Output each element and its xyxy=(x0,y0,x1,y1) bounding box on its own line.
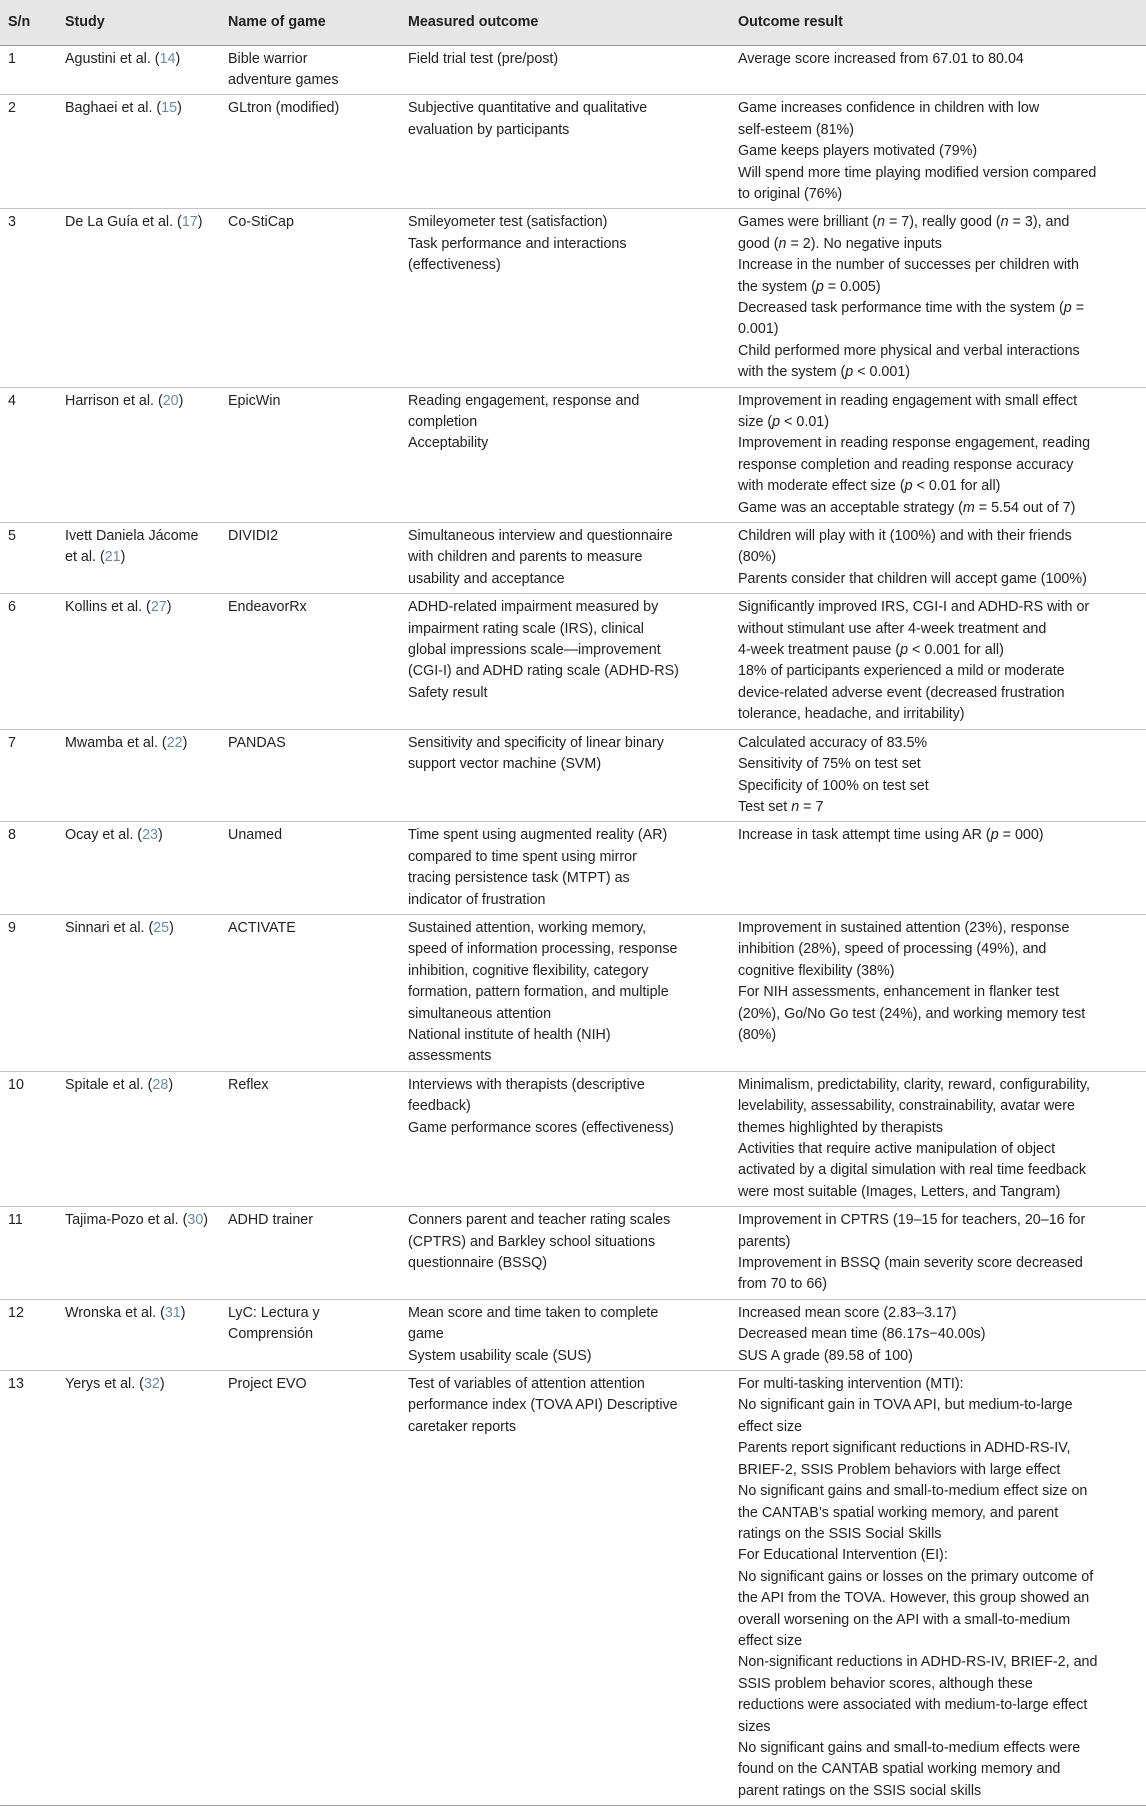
game-line: PANDAS xyxy=(228,734,286,751)
cell-game xyxy=(220,523,400,594)
result-line: device-related adverse event (decreased frustration xyxy=(738,684,1065,701)
cell-measured-outcome xyxy=(400,1071,730,1206)
result-line: Games were brilliant (n = 7), really good (n = 3), and xyxy=(738,214,1070,231)
result-line: Significantly improved IRS, CGI-I and ADHD-RS with or xyxy=(738,599,1090,616)
result-line: the API from the TOVA. However, this group showed an xyxy=(738,1590,1090,1607)
game-line: EndeavorRx xyxy=(228,599,307,616)
result-line: No significant gains and small-to-medium effects were xyxy=(738,1739,1081,1756)
header-study: Study xyxy=(57,0,220,45)
cell-game xyxy=(220,822,400,915)
game-line: Comprensión xyxy=(228,1326,314,1343)
result-line: effect size xyxy=(738,1418,803,1435)
cell-game xyxy=(220,95,400,209)
measured-line: Time spent using augmented reality (AR) xyxy=(408,827,668,844)
cell-measured-outcome xyxy=(400,1371,730,1806)
measured-line: Interviews with therapists (descriptive xyxy=(408,1076,645,1093)
result-line: Increased mean score (2.83–3.17) xyxy=(738,1304,957,1321)
cell-measured-outcome xyxy=(400,95,730,209)
result-line: Average score increased from 67.01 to 80.04 xyxy=(738,50,1024,67)
cell-sn: 8 xyxy=(0,822,57,915)
result-line: Game keeps players motivated (79%) xyxy=(738,143,978,160)
cell-game xyxy=(220,1071,400,1206)
measured-line: System usability scale (SUS) xyxy=(408,1347,592,1364)
header-measured-outcome: Measured outcome xyxy=(400,0,730,45)
measured-line: Simultaneous interview and questionnaire xyxy=(408,528,673,545)
result-line: tolerance, headache, and irritability) xyxy=(738,706,965,723)
table-row xyxy=(0,914,1146,1071)
cell-outcome-result xyxy=(730,1299,1146,1370)
result-line: BRIEF-2, SSIS Problem behaviors with large effect xyxy=(738,1461,1061,1478)
table-row xyxy=(0,45,1146,95)
cell-measured-outcome xyxy=(400,729,730,822)
cell-sn: 12 xyxy=(0,1299,57,1370)
game-line: Project EVO xyxy=(228,1376,307,1393)
result-line: the system (p = 0.005) xyxy=(738,278,881,295)
cell-outcome-result xyxy=(730,1371,1146,1806)
cell-sn: 6 xyxy=(0,594,57,729)
cell-game xyxy=(220,729,400,822)
header-outcome-result: Outcome result xyxy=(730,0,1146,45)
result-line: 4-week treatment pause (p < 0.001 for all) xyxy=(738,642,1004,659)
result-line: ratings on the SSIS Social Skills xyxy=(738,1525,942,1542)
measured-line: caretaker reports xyxy=(408,1418,517,1435)
measured-line: assessments xyxy=(408,1048,492,1065)
measured-line: game xyxy=(408,1326,444,1343)
cell-sn: 7 xyxy=(0,729,57,822)
result-line: Parents report significant reductions in ADHD-RS-IV, xyxy=(738,1440,1071,1457)
game-line: EpicWin xyxy=(228,392,281,409)
result-line: effect size xyxy=(738,1632,803,1649)
measured-line: tracing persistence task (MTPT) as xyxy=(408,870,630,887)
cell-measured-outcome xyxy=(400,1299,730,1370)
result-line: themes highlighted by therapists xyxy=(738,1119,944,1136)
measured-line: Task performance and interactions xyxy=(408,235,627,252)
cell-measured-outcome xyxy=(400,1207,730,1300)
measured-line: simultaneous attention xyxy=(408,1005,552,1022)
result-line: No significant gains or losses on the primary outcome of xyxy=(738,1568,1094,1585)
result-line: Game increases confidence in children with low xyxy=(738,100,1040,117)
result-line: Increase in the number of successes per children with xyxy=(738,257,1079,274)
measured-line: (effectiveness) xyxy=(408,257,501,274)
cell-sn: 10 xyxy=(0,1071,57,1206)
game-line: ACTIVATE xyxy=(228,919,296,936)
measured-line: impairment rating scale (IRS), clinical xyxy=(408,620,644,637)
cell-game xyxy=(220,1299,400,1370)
cell-measured-outcome xyxy=(400,914,730,1071)
cell-study: Harrison et al. (20) xyxy=(57,387,220,522)
result-line: Decreased task performance time with the system (p = xyxy=(738,299,1085,316)
result-line: cognitive flexibility (38%) xyxy=(738,962,895,979)
result-line: Children will play with it (100%) and with their friends xyxy=(738,528,1072,545)
measured-line: Game performance scores (effectiveness) xyxy=(408,1119,674,1136)
cell-game xyxy=(220,1207,400,1300)
cell-study: Tajima-Pozo et al. (30) xyxy=(57,1207,220,1300)
game-line: Bible warrior xyxy=(228,50,308,67)
cell-study: Yerys et al. (32) xyxy=(57,1371,220,1806)
result-line: Improvement in reading engagement with small effect xyxy=(738,392,1078,409)
result-line: Improvement in sustained attention (23%), response xyxy=(738,919,1070,936)
table-row xyxy=(0,1207,1146,1300)
measured-line: feedback) xyxy=(408,1098,471,1115)
result-line: For NIH assessments, enhancement in flanker test xyxy=(738,984,1060,1001)
measured-line: formation, pattern formation, and multiple xyxy=(408,984,669,1001)
measured-line: (CGI-I) and ADHD rating scale (ADHD-RS) xyxy=(408,663,679,680)
table-row xyxy=(0,1371,1146,1806)
measured-line: speed of information processing, response xyxy=(408,941,678,958)
result-line: For Educational Intervention (EI): xyxy=(738,1547,948,1564)
cell-study: Ocay et al. (23) xyxy=(57,822,220,915)
result-line: parent ratings on the SSIS social skills xyxy=(738,1782,982,1799)
measured-line: Mean score and time taken to complete xyxy=(408,1304,659,1321)
cell-game xyxy=(220,387,400,522)
measured-line: Smileyometer test (satisfaction) xyxy=(408,214,608,231)
table-header xyxy=(0,0,1146,45)
measured-line: evaluation by participants xyxy=(408,121,570,138)
table-row xyxy=(0,729,1146,822)
cell-game xyxy=(220,594,400,729)
cell-measured-outcome xyxy=(400,45,730,95)
result-line: to original (76%) xyxy=(738,185,843,202)
measured-line: usability and acceptance xyxy=(408,570,565,587)
measured-line: Conners parent and teacher rating scales xyxy=(408,1212,671,1229)
result-line: parents) xyxy=(738,1233,791,1250)
game-line: ADHD trainer xyxy=(228,1212,314,1229)
cell-study: Agustini et al. (14) xyxy=(57,45,220,95)
cell-sn: 1 xyxy=(0,45,57,95)
cell-sn: 11 xyxy=(0,1207,57,1300)
result-line: size (p < 0.01) xyxy=(738,414,830,430)
header-game: Name of game xyxy=(220,0,400,45)
result-line: Child performed more physical and verbal interactions xyxy=(738,342,1080,359)
result-line: sizes xyxy=(738,1718,771,1735)
cell-study: Mwamba et al. (22) xyxy=(57,729,220,822)
table-row xyxy=(0,387,1146,522)
cell-outcome-result xyxy=(730,1207,1146,1300)
cell-outcome-result xyxy=(730,523,1146,594)
cell-measured-outcome xyxy=(400,523,730,594)
game-line: GLtron (modified) xyxy=(228,100,340,117)
measured-line: Sustained attention, working memory, xyxy=(408,919,647,936)
measured-line: Test of variables of attention attention xyxy=(408,1376,645,1393)
result-line: Minimalism, predictability, clarity, reward, configurability, xyxy=(738,1076,1090,1093)
table-row xyxy=(0,209,1146,387)
measured-line: questionnaire (BSSQ) xyxy=(408,1255,548,1272)
result-line: reductions were associated with medium-to-large effect xyxy=(738,1697,1088,1714)
result-line: (80%) xyxy=(738,1026,777,1043)
result-line: Game was an acceptable strategy (m = 5.54 out of 7) xyxy=(738,499,1076,516)
cell-measured-outcome xyxy=(400,209,730,387)
cell-outcome-result xyxy=(730,822,1146,915)
measured-line: Reading engagement, response and xyxy=(408,392,640,409)
cell-outcome-result xyxy=(730,95,1146,209)
measured-line: completion xyxy=(408,414,478,430)
result-line: Specificity of 100% on test set xyxy=(738,777,929,794)
cell-measured-outcome xyxy=(400,594,730,729)
result-line: SUS A grade (89.58 of 100) xyxy=(738,1347,913,1364)
cell-study: De La Guía et al. (17) xyxy=(57,209,220,387)
cell-sn: 2 xyxy=(0,95,57,209)
result-line: with moderate effect size (p < 0.01 for all) xyxy=(738,478,1001,495)
measured-line: support vector machine (SVM) xyxy=(408,756,602,773)
measured-line: compared to time spent using mirror xyxy=(408,848,637,865)
cell-study: Kollins et al. (27) xyxy=(57,594,220,729)
cell-sn: 9 xyxy=(0,914,57,1071)
table-row xyxy=(0,1299,1146,1370)
result-line: with the system (p < 0.001) xyxy=(738,364,911,381)
measured-line: Safety result xyxy=(408,684,488,701)
cell-game xyxy=(220,209,400,387)
result-line: Improvement in BSSQ (main severity score decreased xyxy=(738,1255,1083,1272)
cell-outcome-result xyxy=(730,387,1146,522)
game-line: Co-StiCap xyxy=(228,214,294,231)
result-line: Calculated accuracy of 83.5% xyxy=(738,734,928,751)
result-line: levelability, assessability, constrainability, avatar were xyxy=(738,1098,1075,1115)
cell-sn: 3 xyxy=(0,209,57,387)
game-line: adventure games xyxy=(228,71,339,88)
result-line: 0.001) xyxy=(738,321,779,338)
result-line: found on the CANTAB spatial working memory and xyxy=(738,1761,1061,1778)
cell-measured-outcome xyxy=(400,387,730,522)
result-line: For multi-tasking intervention (MTI): xyxy=(738,1376,964,1393)
result-line: self-esteem (81%) xyxy=(738,121,855,138)
cell-game xyxy=(220,914,400,1071)
result-line: No significant gains and small-to-medium effect size on xyxy=(738,1483,1088,1500)
cell-study: Spitale et al. (28) xyxy=(57,1071,220,1206)
measured-line: Acceptability xyxy=(408,435,489,452)
cell-outcome-result xyxy=(730,1071,1146,1206)
cell-study: Wronska et al. (31) xyxy=(57,1299,220,1370)
measured-line: performance index (TOVA API) Descriptive xyxy=(408,1397,678,1414)
result-line: Non-significant reductions in ADHD-RS-IV, BRIEF-2, and xyxy=(738,1654,1098,1671)
cell-outcome-result xyxy=(730,914,1146,1071)
result-line: Sensitivity of 75% on test set xyxy=(738,756,921,773)
result-line: Improvement in reading response engagement, reading xyxy=(738,435,1091,452)
cell-game xyxy=(220,1371,400,1806)
cell-sn: 4 xyxy=(0,387,57,522)
result-line: No significant gain in TOVA API, but medium-to-large xyxy=(738,1397,1073,1414)
header-row xyxy=(0,0,1146,45)
table-row xyxy=(0,822,1146,915)
table-row xyxy=(0,1071,1146,1206)
cell-study: Ivett Daniela Jácome et al. (21) xyxy=(57,523,220,594)
measured-line: with children and parents to measure xyxy=(408,549,643,566)
result-line: response completion and reading response accuracy xyxy=(738,456,1074,473)
result-line: Improvement in CPTRS (19–15 for teachers, 20–16 for xyxy=(738,1212,1086,1229)
measured-line: Subjective quantitative and qualitative xyxy=(408,100,648,117)
result-line: (20%), Go/No Go test (24%), and working memory test xyxy=(738,1005,1086,1022)
table-row xyxy=(0,523,1146,594)
table-row xyxy=(0,95,1146,209)
result-line: Activities that require active manipulation of object xyxy=(738,1141,1056,1157)
result-line: 18% of participants experienced a mild or moderate xyxy=(738,663,1065,680)
cell-outcome-result xyxy=(730,45,1146,95)
measured-line: indicator of frustration xyxy=(408,891,546,908)
cell-game xyxy=(220,45,400,95)
cell-outcome-result xyxy=(730,594,1146,729)
result-line: Will spend more time playing modified version compared xyxy=(738,164,1097,181)
result-line: without stimulant use after 4-week treatment and xyxy=(738,620,1047,637)
cell-sn: 5 xyxy=(0,523,57,594)
measured-line: ADHD-related impairment measured by xyxy=(408,599,659,616)
result-line: overall worsening on the API with a small-to-medium xyxy=(738,1611,1071,1628)
table-body xyxy=(0,45,1146,1806)
measured-line: National institute of health (NIH) xyxy=(408,1026,611,1043)
result-line: activated by a digital simulation with real time feedback xyxy=(738,1162,1087,1179)
result-line: Test set n = 7 xyxy=(738,798,824,815)
game-line: DIVIDI2 xyxy=(228,528,279,545)
game-line: LyC: Lectura y xyxy=(228,1304,320,1321)
cell-outcome-result xyxy=(730,209,1146,387)
measured-line: inhibition, cognitive flexibility, category xyxy=(408,962,649,979)
result-line: the CANTAB’s spatial working memory, and parent xyxy=(738,1504,1059,1521)
result-line: good (n = 2). No negative inputs xyxy=(738,235,942,252)
game-line: Reflex xyxy=(228,1076,269,1093)
result-line: Parents consider that children will accept game (100%) xyxy=(738,570,1087,587)
cell-study: Sinnari et al. (25) xyxy=(57,914,220,1071)
result-line: Decreased mean time (86.17s−40.00s) xyxy=(738,1326,986,1343)
result-line: SSIS problem behavior scores, although these xyxy=(738,1675,1033,1692)
cell-outcome-result xyxy=(730,729,1146,822)
measured-line: global impressions scale—improvement xyxy=(408,642,661,659)
measured-line: Sensitivity and specificity of linear binary xyxy=(408,734,664,751)
result-line: Increase in task attempt time using AR (p = 000) xyxy=(738,827,1044,844)
table-row xyxy=(0,594,1146,729)
cell-study: Baghaei et al. (15) xyxy=(57,95,220,209)
cell-sn: 13 xyxy=(0,1371,57,1806)
measured-line: (CPTRS) and Barkley school situations xyxy=(408,1233,656,1250)
header-sn: S/n xyxy=(0,0,57,45)
cell-measured-outcome xyxy=(400,822,730,915)
result-line: (80%) xyxy=(738,549,777,566)
measured-line: Field trial test (pre/post) xyxy=(408,50,559,67)
game-line: Unamed xyxy=(228,827,283,844)
result-line: were most suitable (Images, Letters, and Tangram) xyxy=(738,1183,1061,1200)
result-line: inhibition (28%), speed of processing (49%), and xyxy=(738,941,1047,958)
result-line: from 70 to 66) xyxy=(738,1276,827,1293)
